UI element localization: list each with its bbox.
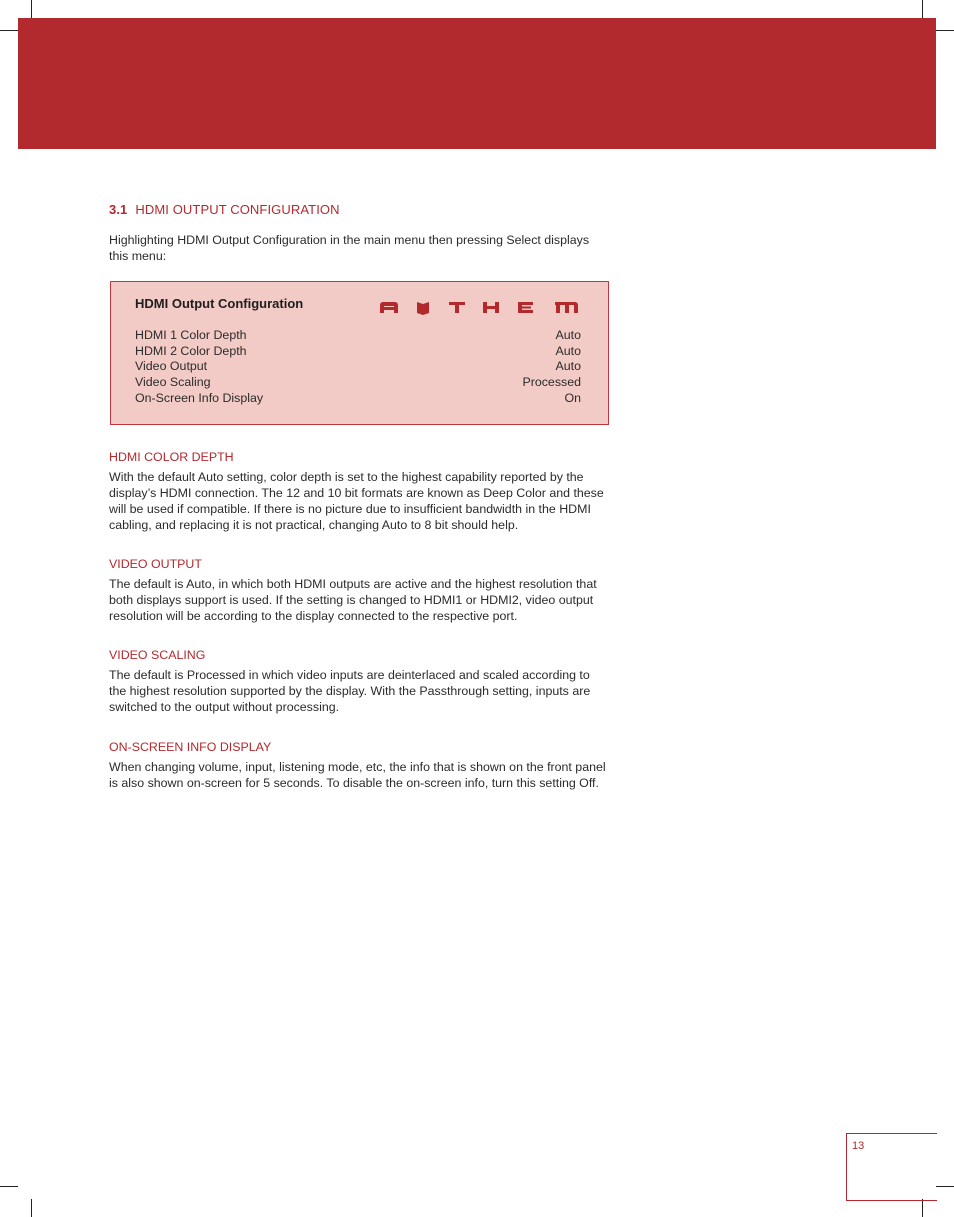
subsection-heading: HDMI COLOR DEPTH	[109, 450, 234, 464]
subsection-hdmi-color-depth	[109, 450, 609, 533]
menu-title: HDMI Output Configuration	[135, 296, 304, 311]
logo-letter-n	[417, 302, 429, 315]
menu-row-value: Processed	[522, 375, 581, 390]
section-intro	[109, 202, 609, 264]
subsection-video-output	[109, 557, 609, 624]
menu-row-label: HDMI 2 Color Depth	[135, 343, 247, 358]
header-banner	[18, 18, 936, 149]
menu-row-value: Auto	[555, 328, 581, 342]
crop-mark	[922, 0, 923, 18]
subsection-on-screen-info-display	[109, 740, 609, 791]
intro-paragraph: Highlighting HDMI Output Configuration in the main menu then pressing Select displays this menu:	[109, 233, 590, 263]
page-number: 13	[852, 1140, 865, 1152]
logo-letter-m	[555, 302, 578, 313]
subsection-body: With the default Auto setting, color depth is set to the highest capability reported by the display’s HDMI connection. The 12 and 10 bit formats are known as Deep Color and these will be used if compatible. If there is no picture due to insufficient bandwidth in the HDMI cabling, and replacing it is not practical, changing Auto to 8 bit should help.	[109, 470, 604, 532]
menu-row-label: Video Output	[135, 359, 208, 374]
menu-row-value: Auto	[555, 359, 581, 374]
subsection-body: The default is Auto, in which both HDMI outputs are active and the highest resolution that both displays support is used. If the setting is changed to HDMI1 or HDMI2, video output resolution will be according to the display connected to the respective port.	[109, 577, 597, 623]
crop-mark	[31, 1199, 32, 1217]
menu-row-label: On-Screen Info Display	[135, 390, 264, 405]
menu-row-hdmi1-color-depth	[135, 328, 581, 344]
anthem-logo	[379, 296, 589, 316]
menu-screenshot	[110, 281, 609, 425]
subsection-heading: ON-SCREEN INFO DISPLAY	[109, 740, 272, 754]
crop-mark	[936, 1186, 954, 1187]
crop-mark	[936, 30, 954, 31]
section-title: HDMI OUTPUT CONFIGURATION	[135, 202, 340, 217]
page-number-box	[846, 1133, 937, 1201]
crop-mark	[31, 0, 32, 18]
subsection-body: The default is Processed in which video inputs are deinterlaced and scaled according to the highest resolution supported by the display. With the Passthrough setting, inputs are switched to the output without processing.	[109, 668, 591, 714]
crop-mark	[0, 1186, 18, 1187]
menu-row-label: HDMI 1 Color Depth	[135, 328, 247, 342]
logo-letter-a	[380, 302, 398, 313]
subsection-body: When changing volume, input, listening mode, etc, the info that is shown on the front panel is also shown on-screen for 5 seconds. To disable the on-screen info, turn this setting Off.	[109, 760, 606, 790]
menu-row-label: Video Scaling	[135, 375, 211, 390]
menu-row-hdmi2-color-depth	[135, 344, 581, 360]
subsection-heading: VIDEO OUTPUT	[109, 557, 202, 571]
menu-settings-list	[135, 328, 581, 407]
section-heading	[109, 202, 609, 217]
crop-mark	[922, 1199, 923, 1217]
menu-row-video-scaling	[135, 375, 581, 391]
logo-letter-e	[518, 302, 533, 313]
subsection-video-scaling	[109, 648, 609, 715]
menu-row-value: Auto	[555, 343, 581, 358]
section-number: 3.1	[109, 202, 128, 217]
logo-letter-h	[483, 302, 499, 313]
menu-row-on-screen-info	[135, 391, 581, 407]
menu-row-value: On	[564, 390, 581, 405]
crop-mark	[0, 30, 18, 31]
menu-row-video-output	[135, 359, 581, 375]
logo-letter-t	[449, 302, 465, 313]
subsection-heading: VIDEO SCALING	[109, 648, 206, 662]
